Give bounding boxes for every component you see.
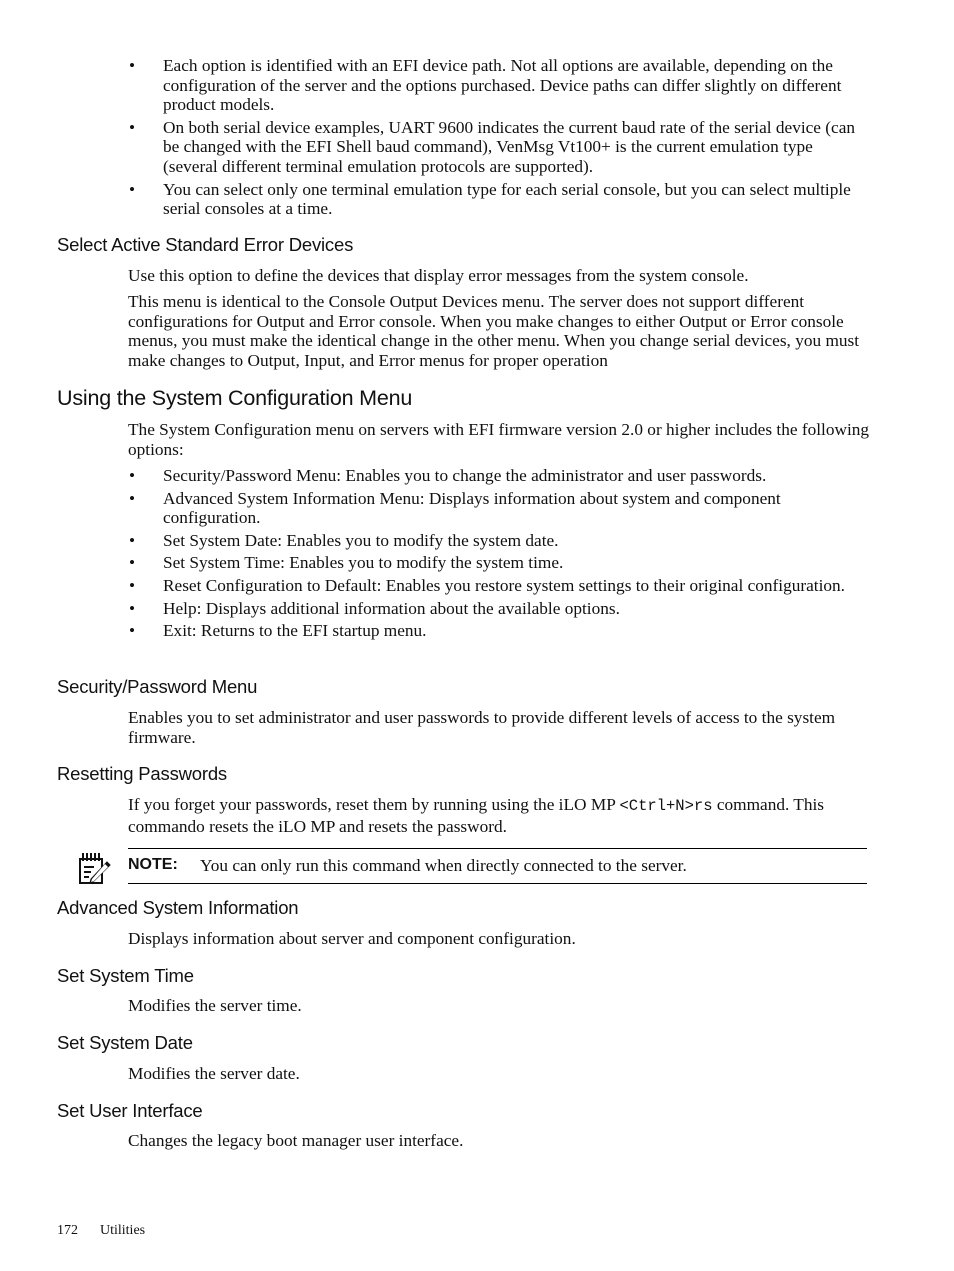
section-heading-reset-passwords: Resetting Passwords	[57, 763, 227, 784]
section-heading-advanced: Advanced System Information	[57, 897, 299, 918]
section-heading-error-devices: Select Active Standard Error Devices	[57, 234, 354, 255]
list-item: • Each option is identified with an EFI device path. Not all options are available, depending on the configuration of the server and the options purchased. Device paths can differ slightly on different product models.	[129, 56, 869, 115]
paragraph: Modifies the server date.	[128, 1064, 300, 1083]
section-heading-time: Set System Time	[57, 965, 194, 986]
reset-text-after: command. This commando resets the iLO MP and resets the password.	[128, 795, 825, 836]
section-heading-date: Set System Date	[57, 1032, 193, 1053]
section-heading-system-config: Using the System Configuration Menu	[57, 386, 413, 410]
note-label: NOTE:	[128, 856, 178, 873]
paragraph: Modifies the server time.	[128, 996, 302, 1015]
paragraph: Use this option to define the devices that display error messages from the system console.	[128, 266, 749, 285]
list-item: • Advanced System Information Menu: Displays information about system and component configuration.	[129, 489, 869, 528]
paragraph: Enables you to set administrator and user passwords to provide different levels of access to the system firmware.	[128, 708, 836, 747]
list-item: • Set System Date: Enables you to modify the system date.	[129, 531, 869, 551]
list-item: • You can select only one terminal emulation type for each serial console, but you can select multiple serial consoles at a time.	[129, 180, 869, 219]
system-config-options-list	[129, 466, 869, 644]
section-heading-security: Security/Password Menu	[57, 676, 258, 697]
list-item: • On both serial device examples, UART 9600 indicates the current baud rate of the serial device (can be changed with the EFI Shell baud command), VenMsg Vt100+ is the current emulation type (several different terminal emulation protocols are supported).	[129, 118, 869, 177]
paragraph: The System Configuration menu on servers with EFI firmware version 2.0 or higher includes the following options:	[128, 420, 870, 459]
reset-text-before: If you forget your passwords, reset them by running using the iLO MP	[128, 795, 620, 814]
device-path-notes-list	[129, 56, 869, 222]
section-heading-user-interface: Set User Interface	[57, 1100, 203, 1121]
paragraph: This menu is identical to the Console Output Devices menu. The server does not support different configurations for Output and Error console. When you make changes to either Output or Error console menus, you must make the identical change in the other menu. When you change serial devices, you must make changes to Output, Input, and Error menus for proper operation	[128, 292, 860, 370]
list-item: • Exit: Returns to the EFI startup menu.	[129, 621, 869, 641]
list-item: • Set System Time: Enables you to modify the system time.	[129, 553, 869, 573]
list-item: • Reset Configuration to Default: Enables you restore system settings to their original configuration.	[129, 576, 869, 596]
paragraph: Changes the legacy boot manager user interface.	[128, 1131, 464, 1150]
paragraph	[128, 795, 870, 836]
note-text: You can only run this command when directly connected to the server.	[200, 856, 687, 875]
list-item: • Help: Displays additional information about the available options.	[129, 599, 869, 619]
list-item: • Security/Password Menu: Enables you to change the administrator and user passwords.	[129, 466, 869, 486]
note-box	[128, 848, 867, 884]
page-number: 172	[57, 1223, 78, 1238]
page-footer	[57, 1223, 145, 1239]
command-code: <Ctrl+N>rs	[619, 797, 713, 815]
paragraph: Displays information about server and component configuration.	[128, 929, 576, 948]
note-pad-icon	[77, 850, 111, 886]
chapter-name: Utilities	[100, 1223, 146, 1238]
